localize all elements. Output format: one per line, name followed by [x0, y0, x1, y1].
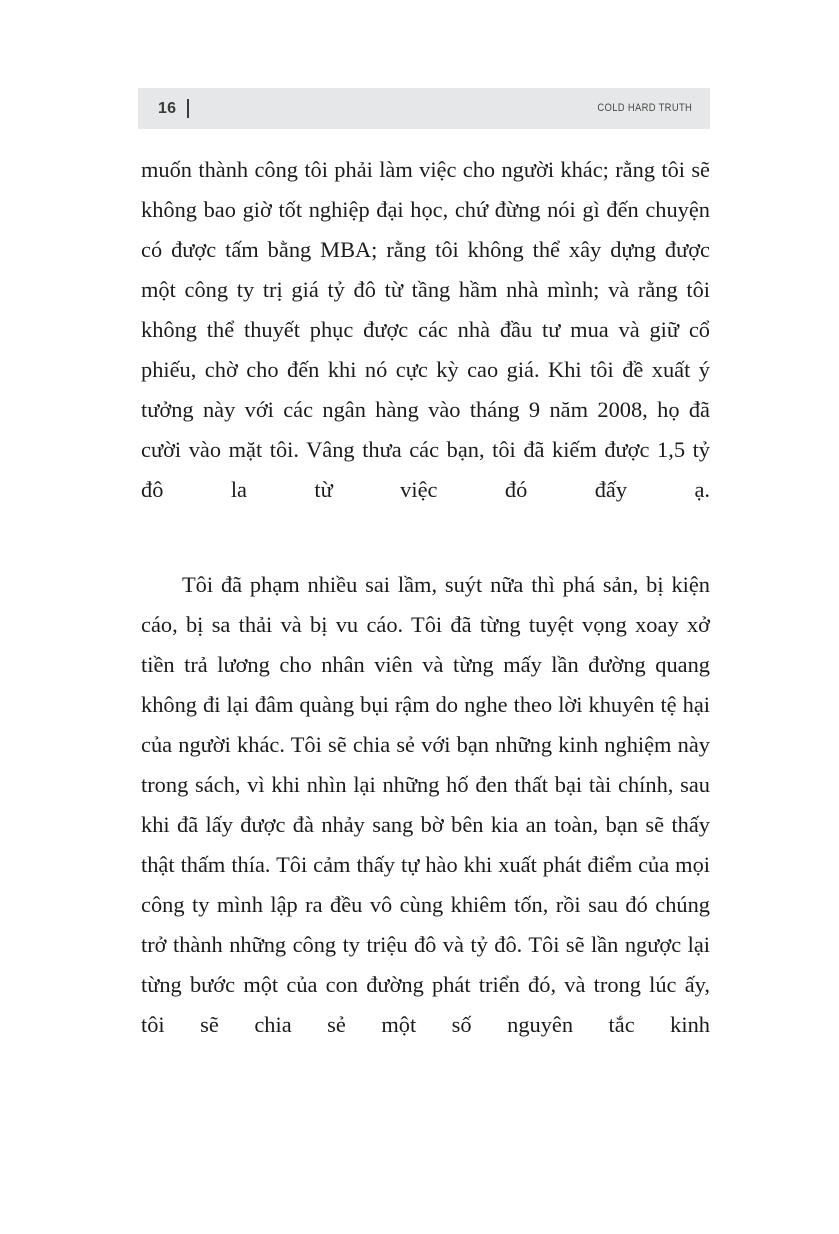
vertical-rule-icon — [187, 99, 189, 118]
body-paragraph: Tôi đã phạm nhiều sai lầm, suýt nữa thì phá sản, bị kiện cáo, bị sa thải và bị vu cáo. Tôi đã từng tuyệt vọng xoay xở tiền trả lương cho nhân viên và từng mấy lần đường quang không đi lại đâm quàng bụi rậm do nghe theo lời khuyên tệ hại của người khác. Tôi sẽ chia sẻ với bạn những kinh nghiệm này trong sách, vì khi nhìn lại những hố đen thất bại tài chính, sau khi đã lấy được đà nhảy sang bờ bên kia an toàn, bạn sẽ thấy thật thấm thía. Tôi cảm thấy tự hào khi xuất phát điểm của mọi công ty mình lập ra đều vô cùng khiêm tốn, rồi sau đó chúng trở thành những công ty triệu đô và tỷ đô. Tôi sẽ lần ngược lại từng bước một của con đường phát triển đó, và trong lúc ấy, tôi sẽ chia sẻ một số nguyên tắc kinh — [141, 572, 710, 1037]
body-text-column — [141, 150, 710, 1085]
page-number: 16 — [158, 99, 177, 117]
body-paragraph: muốn thành công tôi phải làm việc cho người khác; rằng tôi sẽ không bao giờ tốt nghiệp đại học, chứ đừng nói gì đến chuyện có được tấm bằng MBA; rằng tôi không thể xây dựng được một công ty trị giá tỷ đô từ tầng hầm nhà mình; và rằng tôi không thể thuyết phục được các nhà đầu tư mua và giữ cổ phiếu, chờ cho đến khi nó cực kỳ cao giá. Khi tôi đề xuất ý tưởng này với các ngân hàng vào tháng 9 năm 2008, họ đã cười vào mặt tôi. Vâng thưa các bạn, tôi đã kiếm được 1,5 tỷ đô la từ việc đó đấy ạ. — [141, 157, 710, 502]
book-title: COLD HARD TRUTH — [597, 102, 692, 114]
running-head — [138, 88, 710, 129]
running-head-left — [158, 99, 189, 118]
